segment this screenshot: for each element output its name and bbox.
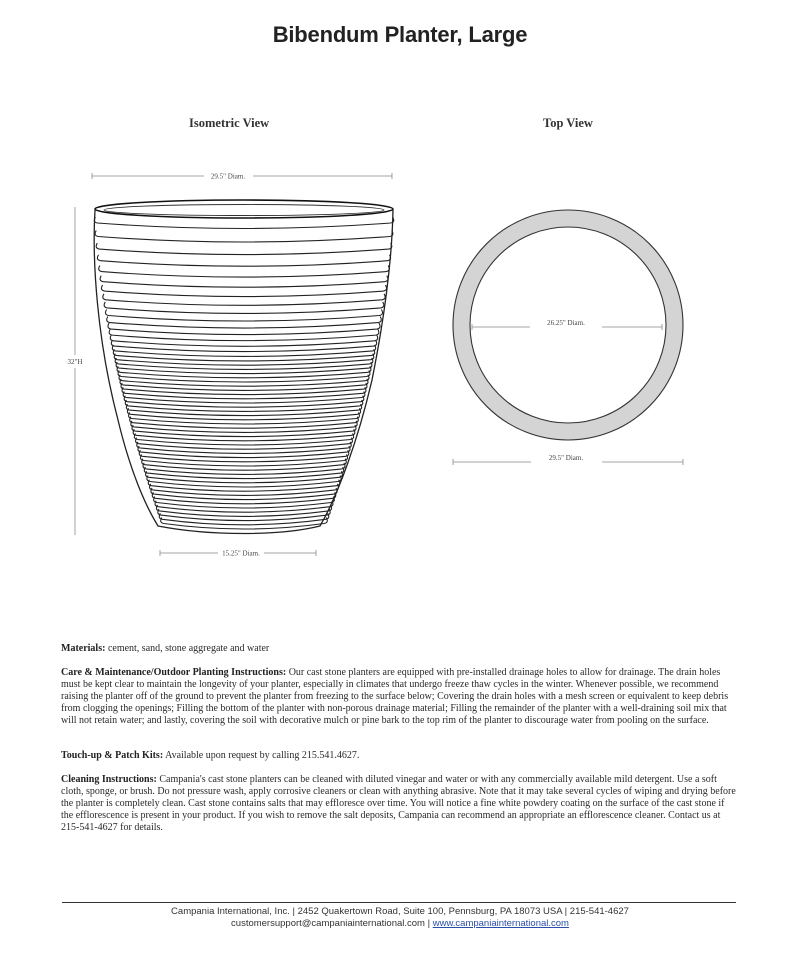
- cleaning-section: [61, 774, 737, 834]
- top-view-label: Top View: [543, 116, 593, 130]
- materials-text: cement, sand, stone aggregate and water: [105, 643, 270, 654]
- height-dimension: 32"H: [67, 358, 83, 366]
- page-title: Bibendum Planter, Large: [272, 22, 528, 47]
- cleaning-text: Campania's cast stone planters can be cleaned with diluted vinegar and water or with any commercially available mild detergent. Use a soft cloth, sponge, or brush. Do not pressure wash, apply corrosive cleaners or clean with anything abrasive. Note that it may take several cycles of wiping and drying before the planter is completely clean. Cast stone contains salts that may effloresce over time. You will notice a fine white powdery coating on the surface of the cast stone if the efflorescence is present in your product. If you wish to remove the salt deposits, Campania can recommend an appropriate an efflorescence cleaner. Contact us at 215-541-4627 for details.: [61, 774, 736, 833]
- top-diameter-dimension: 29.5" Diam.: [210, 172, 246, 181]
- footer-divider: [62, 902, 736, 903]
- care-heading: Care & Maintenance/Outdoor Planting Instructions:: [61, 667, 287, 678]
- touchup-section: [61, 750, 737, 762]
- footer: [0, 906, 800, 930]
- care-text: Our cast stone planters are equipped with pre-installed drainage holes to allow for drainage. The drain holes must be kept clear to maintain the longevity of your planter, especially in climates that undergo freeze thaw cycles in the winter. Whenever possible, we recommend raising the planter off of the ground to prevent the planter from freezing to the surface below; Covering the drain holes with a mesh screen or equivalent to keep debris from clogging the openings; Filling the bottom of the planter with non-porous drainage material; Filling the remainder of the planter with a well-draining soil mix that will not retain water; and lastly, covering the soil with decorative mulch or pine bark to the top rim of the planter to discourage water from pooling on the surface.: [61, 667, 729, 726]
- materials-section: [61, 643, 737, 655]
- isometric-planter-drawing: [68, 173, 394, 558]
- cleaning-heading: Cleaning Instructions:: [61, 774, 157, 785]
- care-section: [61, 667, 737, 727]
- outer-diameter-dimension: 29.5" Diam.: [548, 454, 584, 462]
- base-diameter-dimension: 15.25" Diam.: [222, 549, 260, 558]
- footer-address: Campania International, Inc. | 2452 Quakertown Road, Suite 100, Pennsburg, PA 18073 USA | 215-541-4627: [171, 906, 629, 917]
- footer-email-link[interactable]: customersupport@campaniainternational.com: [231, 918, 425, 929]
- touchup-heading: Touch-up & Patch Kits:: [61, 750, 164, 761]
- inner-diameter-dimension: 26.25" Diam.: [547, 319, 585, 327]
- footer-website-link[interactable]: www.campaniainternational.com: [432, 918, 569, 929]
- touchup-text: Available upon request by calling 215.541.4627.: [163, 750, 360, 761]
- footer-separator: |: [424, 918, 433, 929]
- top-view-drawing: [453, 210, 683, 465]
- isometric-view-label: Isometric View: [189, 116, 270, 130]
- materials-heading: Materials:: [61, 643, 106, 654]
